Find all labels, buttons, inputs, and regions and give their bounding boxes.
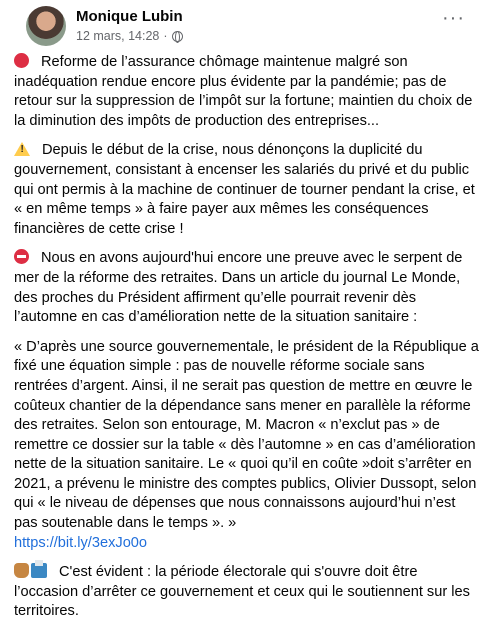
red-circle-icon bbox=[14, 53, 29, 68]
post-body bbox=[14, 50, 479, 622]
paragraph-5-text: C'est évident : la période électorale qui s'ouvre doit être l’occasion d’arrêter ce gouvernement et ceux qui le soutiennent sur les territoires. bbox=[14, 564, 470, 620]
ballot-box-icon bbox=[31, 563, 47, 578]
paragraph-1 bbox=[14, 53, 479, 131]
paragraph-1-text: Reforme de l’assurance chômage maintenue malgré son inadéquation rendue encore plus évidente par la pandémie; pas de retour sur la suppression de l’impôt sur la fortune; maintien du choix de la diminution des impôts de production des entreprises... bbox=[14, 54, 473, 129]
raised-fist-icon bbox=[14, 563, 29, 578]
paragraph-5 bbox=[14, 563, 479, 622]
post-meta bbox=[76, 29, 183, 43]
paragraph-3-text: Nous en avons aujourd'hui encore une preuve avec le serpent de mer de la réforme des retraites. Dans un article du journal Le Monde, des proches du Président affirment qu’elle pourrait revenir dès l’automne en cas d’amélioration nette de la situation sanitaire : bbox=[14, 250, 463, 326]
globe-icon bbox=[172, 31, 183, 42]
author-name[interactable]: Monique Lubin bbox=[76, 8, 183, 25]
paragraph-2 bbox=[14, 141, 479, 239]
more-options-icon[interactable]: ··· bbox=[442, 7, 465, 29]
post-timestamp[interactable]: 12 mars, 14:28 bbox=[76, 29, 160, 43]
paragraph-3 bbox=[14, 249, 479, 327]
no-entry-icon bbox=[14, 249, 29, 264]
meta-separator: · bbox=[163, 29, 168, 43]
article-link[interactable]: https://bit.ly/3exJo0o bbox=[14, 534, 148, 551]
paragraph-2-text: Depuis le début de la crise, nous dénonçons la duplicité du gouvernement, consistant à encenser les salariés du privé et du public qui ont permis à la machine de continuer de tourner pendant la crise, et « en même temps » à faire payer aux mêmes les conséquences financières de cette crise ! bbox=[14, 142, 475, 237]
post-header bbox=[14, 0, 479, 50]
warning-icon: ! bbox=[14, 142, 30, 156]
author-avatar[interactable] bbox=[26, 6, 66, 46]
paragraph-4 bbox=[14, 338, 479, 554]
paragraph-4-text: « D’après une source gouvernementale, le président de la République a fixé une équation simple : pas de nouvelle réforme sociale sans rentrées d’argent. Ainsi, il ne serait pas question de mettre en œuvre le coûteux chantier de la dépendance sans mener en parallèle la réforme des retraites. Selon son entourage, M. Macron « n’exclut pas » de remettre ce dossier sur la table « dès l’automne » en cas d’amélioration nette de la situation sanitaire. Le « quoi qu’il en coûte »doit s’arrêter en 2021, a prévenu le ministre des comptes publics, Olivier Dussopt, selon qui « le niveau de dépenses que nous connaissons aujourd’hui n’est pas soutenable dans le temps ». » bbox=[14, 338, 479, 532]
